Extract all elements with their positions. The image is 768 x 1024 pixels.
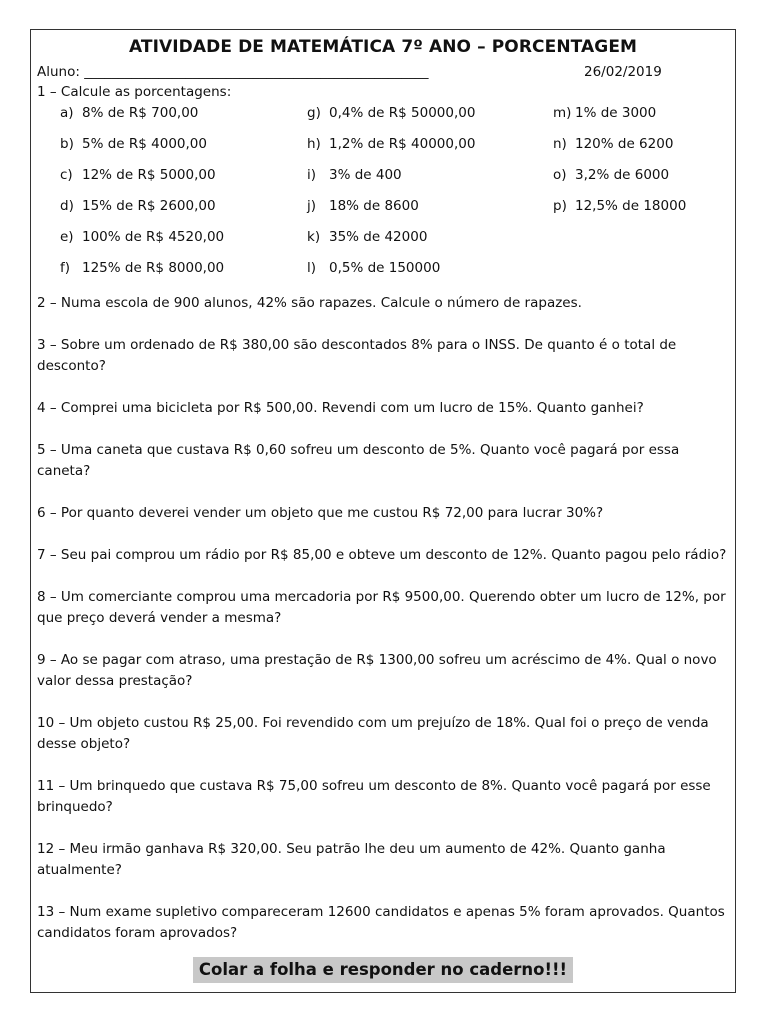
page-title: ATIVIDADE DE MATEMÁTICA 7º ANO – PORCENTAGEM	[128, 37, 638, 57]
item-label: m)	[553, 105, 572, 121]
item-text: 120% de 6200	[575, 136, 674, 152]
question-10: 10 – Um objeto custou R$ 25,00. Foi revendido com um prejuízo de 18%. Qual foi o preço de venda desse objeto?	[37, 715, 709, 752]
exercise-item	[553, 198, 686, 214]
item-text: 0,4% de R$ 50000,00	[329, 105, 476, 121]
question-9: 9 – Ao se pagar com atraso, uma prestação de R$ 1300,00 sofreu um acréscimo de 4%. Qual o novo valor dessa prestação?	[37, 652, 717, 689]
instruction-banner: Colar a folha e responder no caderno!!!	[193, 957, 573, 983]
item-label: c)	[60, 167, 73, 183]
exercise-item	[60, 260, 224, 276]
item-label: b)	[60, 136, 74, 152]
question-6: 6 – Por quanto deverei vender um objeto que me custou R$ 72,00 para lucrar 30%?	[37, 505, 604, 521]
date-label: 26/02/2019	[584, 64, 662, 80]
question-4: 4 – Comprei uma bicicleta por R$ 500,00. Revendi com um lucro de 15%. Quanto ganhei?	[37, 400, 644, 416]
item-text: 5% de R$ 4000,00	[82, 136, 207, 152]
word-problems	[37, 293, 731, 965]
worksheet-page	[30, 29, 736, 993]
item-text: 8% de R$ 700,00	[82, 105, 199, 121]
item-label: h)	[307, 136, 321, 152]
question-8: 8 – Um comerciante comprou uma mercadoria por R$ 9500,00. Querendo obter um lucro de 12%, por que preço deverá vender a mesma?	[37, 589, 726, 626]
item-text: 125% de R$ 8000,00	[82, 260, 225, 276]
item-text: 3,2% de 6000	[575, 167, 670, 183]
question-13: 13 – Num exame supletivo compareceram 12600 candidatos e apenas 5% foram aprovados. Quantos candidatos foram aprovados?	[37, 904, 725, 941]
item-label: o)	[553, 167, 567, 183]
item-text: 15% de R$ 2600,00	[82, 198, 216, 214]
item-text: 18% de 8600	[329, 198, 419, 214]
item-label: l)	[307, 260, 317, 276]
item-text: 3% de 400	[329, 167, 402, 183]
item-text: 0,5% de 150000	[329, 260, 441, 276]
item-label: j)	[307, 198, 317, 214]
student-name-line: Aluno: ___________________________________________________	[37, 64, 429, 80]
item-label: d)	[60, 198, 74, 214]
item-text: 12% de R$ 5000,00	[82, 167, 216, 183]
item-label: g)	[307, 105, 321, 121]
item-label: i)	[307, 167, 317, 183]
item-label: a)	[60, 105, 74, 121]
item-text: 1,2% de R$ 40000,00	[329, 136, 476, 152]
question-1-heading: 1 – Calcule as porcentagens:	[37, 84, 232, 100]
item-label: e)	[60, 229, 74, 245]
item-label: p)	[553, 198, 567, 214]
exercise-item	[307, 105, 475, 121]
question-5: 5 – Uma caneta que custava R$ 0,60 sofreu um desconto de 5%. Quanto você pagará por essa caneta?	[37, 442, 680, 479]
item-text: 12,5% de 18000	[575, 198, 687, 214]
exercise-item	[60, 136, 207, 152]
item-text: 35% de 42000	[329, 229, 428, 245]
item-label: n)	[553, 136, 567, 152]
item-label: f)	[60, 260, 71, 276]
exercise-item	[553, 167, 669, 183]
exercise-item	[60, 229, 224, 245]
exercise-item	[307, 260, 440, 276]
exercise-item	[307, 136, 475, 152]
question-7: 7 – Seu pai comprou um rádio por R$ 85,00 e obteve um desconto de 12%. Quanto pagou pelo rádio?	[37, 547, 727, 563]
exercise-item	[553, 136, 673, 152]
exercise-item	[60, 198, 216, 214]
exercise-item	[307, 229, 427, 245]
question-12: 12 – Meu irmão ganhava R$ 320,00. Seu patrão lhe deu um aumento de 42%. Quanto ganha atualmente?	[37, 841, 666, 878]
exercise-item	[307, 167, 402, 183]
item-text: 1% de 3000	[575, 105, 657, 121]
question-3: 3 – Sobre um ordenado de R$ 380,00 são descontados 8% para o INSS. De quanto é o total de desconto?	[37, 337, 677, 374]
exercise-item	[60, 105, 198, 121]
question-2: 2 – Numa escola de 900 alunos, 42% são rapazes. Calcule o número de rapazes.	[37, 295, 582, 311]
exercise-item	[60, 167, 216, 183]
item-text: 100% de R$ 4520,00	[82, 229, 225, 245]
exercise-item	[553, 105, 656, 121]
item-label: k)	[307, 229, 321, 245]
question-11: 11 – Um brinquedo que custava R$ 75,00 sofreu um desconto de 8%. Quanto você pagará por esse brinquedo?	[37, 778, 711, 815]
exercise-item	[307, 198, 419, 214]
